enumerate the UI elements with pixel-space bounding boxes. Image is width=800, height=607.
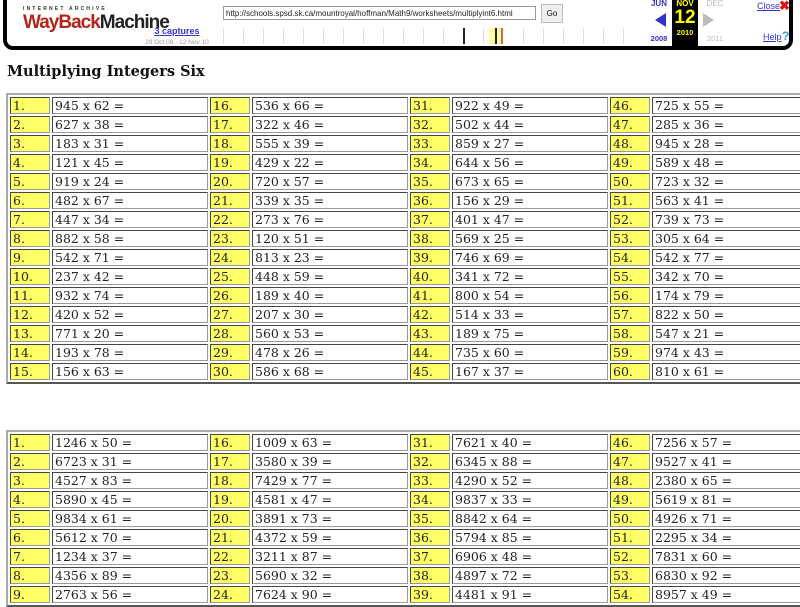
problem-number: 19.	[210, 491, 250, 508]
problem-expression: 174 x 79 =	[652, 287, 800, 304]
problem-expression: 4481 x 91 =	[452, 586, 608, 603]
prev-capture-arrow-icon[interactable]	[655, 13, 666, 27]
table-row	[10, 363, 800, 380]
problem-expression: 4926 x 71 =	[652, 510, 800, 527]
problem-expression: 2295 x 34 =	[652, 529, 800, 546]
problem-expression: 555 x 39 =	[252, 135, 408, 152]
problem-expression: 193 x 78 =	[52, 344, 208, 361]
problem-expression: 725 x 55 =	[652, 97, 800, 114]
problem-expression: 7831 x 60 =	[652, 548, 800, 565]
problem-number: 4.	[10, 491, 50, 508]
problem-number: 17.	[210, 116, 250, 133]
year-tick	[523, 28, 524, 44]
next-year-label: 2011	[706, 34, 724, 43]
table-row	[10, 434, 800, 451]
problem-expression: 9527 x 41 =	[652, 453, 800, 470]
capture-mark	[463, 28, 465, 44]
problem-expression: 4356 x 89 =	[52, 567, 208, 584]
problem-number: 50.	[610, 173, 650, 190]
problem-expression: 6906 x 48 =	[452, 548, 608, 565]
problem-number: 16.	[210, 97, 250, 114]
problem-number: 5.	[10, 173, 50, 190]
year-tick	[403, 28, 404, 44]
problem-number: 36.	[410, 192, 450, 209]
problem-expression: 448 x 59 =	[252, 268, 408, 285]
help-link[interactable]: Help	[763, 32, 782, 42]
problem-expression: 237 x 42 =	[52, 268, 208, 285]
wayback-toolbar	[3, 0, 793, 50]
problem-number: 54.	[610, 249, 650, 266]
problem-number: 18.	[210, 135, 250, 152]
problem-expression: 974 x 43 =	[652, 344, 800, 361]
problem-number: 21.	[210, 529, 250, 546]
problem-number: 10.	[10, 268, 50, 285]
problem-expression: 121 x 45 =	[52, 154, 208, 171]
problem-number: 1.	[10, 97, 50, 114]
year-tick	[483, 28, 484, 44]
problem-expression: 560 x 53 =	[252, 325, 408, 342]
problem-expression: 6830 x 92 =	[652, 567, 800, 584]
problem-expression: 673 x 65 =	[452, 173, 608, 190]
problem-expression: 813 x 23 =	[252, 249, 408, 266]
problem-expression: 3211 x 87 =	[252, 548, 408, 565]
problem-number: 2.	[10, 453, 50, 470]
problem-number: 34.	[410, 154, 450, 171]
problem-number: 38.	[410, 567, 450, 584]
problem-expression: 167 x 37 =	[452, 363, 608, 380]
problem-number: 58.	[610, 325, 650, 342]
logo-wayback: WayBack	[23, 12, 100, 33]
problem-expression: 5794 x 85 =	[452, 529, 608, 546]
table-row	[10, 567, 800, 584]
problem-number: 23.	[210, 230, 250, 247]
table-row	[10, 453, 800, 470]
problem-expression: 429 x 22 =	[252, 154, 408, 171]
table-row	[10, 306, 800, 323]
problem-number: 48.	[610, 135, 650, 152]
problem-expression: 723 x 32 =	[652, 173, 800, 190]
problem-expression: 569 x 25 =	[452, 230, 608, 247]
year-tick	[223, 28, 224, 44]
problem-number: 24.	[210, 249, 250, 266]
problem-number: 40.	[410, 268, 450, 285]
problem-number: 41.	[410, 287, 450, 304]
url-input[interactable]: http://schools.spsd.sk.ca/mountroyal/hoffman/Math9/worksheets/multiplyint6.html	[223, 6, 536, 20]
logo-wayback-machine-text	[23, 12, 169, 33]
problem-expression: 4897 x 72 =	[452, 567, 608, 584]
problem-number: 20.	[210, 510, 250, 527]
capture-sparkline[interactable]	[217, 26, 641, 46]
problem-number: 37.	[410, 548, 450, 565]
year-tick	[323, 28, 324, 44]
problem-number: 35.	[410, 510, 450, 527]
problem-expression: 5890 x 45 =	[52, 491, 208, 508]
worksheet-table-2	[6, 430, 800, 607]
problem-number: 4.	[10, 154, 50, 171]
problem-number: 46.	[610, 434, 650, 451]
problem-expression: 5619 x 81 =	[652, 491, 800, 508]
problem-expression: 746 x 69 =	[452, 249, 608, 266]
problem-number: 15.	[10, 363, 50, 380]
problem-expression: 7256 x 57 =	[652, 434, 800, 451]
problem-expression: 945 x 62 =	[52, 97, 208, 114]
problem-expression: 341 x 72 =	[452, 268, 608, 285]
problem-expression: 420 x 52 =	[52, 306, 208, 323]
problem-expression: 9834 x 61 =	[52, 510, 208, 527]
problem-expression: 771 x 20 =	[52, 325, 208, 342]
year-tick	[303, 28, 304, 44]
problem-number: 9.	[10, 586, 50, 603]
table-row	[10, 135, 800, 152]
problem-expression: 1246 x 50 =	[52, 434, 208, 451]
capture-mark	[495, 28, 497, 44]
problem-number: 7.	[10, 211, 50, 228]
prev-year-link[interactable]: 2008	[650, 34, 668, 43]
problem-number: 33.	[410, 472, 450, 489]
year-tick	[563, 28, 564, 44]
problem-expression: 4581 x 47 =	[252, 491, 408, 508]
problem-number: 46.	[610, 97, 650, 114]
problem-number: 23.	[210, 567, 250, 584]
problem-expression: 305 x 64 =	[652, 230, 800, 247]
problem-number: 5.	[10, 510, 50, 527]
problem-number: 39.	[410, 249, 450, 266]
problem-expression: 542 x 71 =	[52, 249, 208, 266]
problem-number: 47.	[610, 453, 650, 470]
problem-number: 43.	[410, 325, 450, 342]
problem-number: 13.	[10, 325, 50, 342]
year-tick	[283, 28, 284, 44]
problem-expression: 2380 x 65 =	[652, 472, 800, 489]
problem-expression: 810 x 61 =	[652, 363, 800, 380]
problem-number: 51.	[610, 529, 650, 546]
problem-number: 16.	[210, 434, 250, 451]
problem-number: 39.	[410, 586, 450, 603]
problem-number: 14.	[10, 344, 50, 361]
table-row	[10, 325, 800, 342]
problem-expression: 7621 x 40 =	[452, 434, 608, 451]
problem-number: 36.	[410, 529, 450, 546]
problem-number: 49.	[610, 491, 650, 508]
current-month: NOV	[676, 0, 694, 8]
problem-expression: 800 x 54 =	[452, 287, 608, 304]
table-row	[10, 173, 800, 190]
problem-expression: 502 x 44 =	[452, 116, 608, 133]
problem-expression: 4290 x 52 =	[452, 472, 608, 489]
year-tick	[583, 28, 584, 44]
problem-number: 53.	[610, 230, 650, 247]
problem-expression: 4372 x 59 =	[252, 529, 408, 546]
problem-expression: 2763 x 56 =	[52, 586, 208, 603]
problem-expression: 735 x 60 =	[452, 344, 608, 361]
logo-internet-archive-text: INTERNET ARCHIVE	[23, 6, 107, 12]
problem-number: 30.	[210, 363, 250, 380]
problem-expression: 6345 x 88 =	[452, 453, 608, 470]
problem-expression: 8842 x 64 =	[452, 510, 608, 527]
year-tick	[623, 28, 624, 44]
problem-number: 37.	[410, 211, 450, 228]
close-icon[interactable]: ✖	[779, 0, 790, 13]
problem-expression: 339 x 35 =	[252, 192, 408, 209]
problem-expression: 922 x 49 =	[452, 97, 608, 114]
problem-number: 34.	[410, 491, 450, 508]
problem-expression: 586 x 68 =	[252, 363, 408, 380]
problem-expression: 859 x 27 =	[452, 135, 608, 152]
problem-expression: 720 x 57 =	[252, 173, 408, 190]
problem-number: 51.	[610, 192, 650, 209]
table-row	[10, 116, 800, 133]
problem-number: 7.	[10, 548, 50, 565]
problem-expression: 7429 x 77 =	[252, 472, 408, 489]
problem-expression: 478 x 26 =	[252, 344, 408, 361]
worksheet-table-1	[6, 93, 800, 384]
problem-expression: 6723 x 31 =	[52, 453, 208, 470]
problem-expression: 183 x 31 =	[52, 135, 208, 152]
table-row	[10, 287, 800, 304]
problem-number: 1.	[10, 434, 50, 451]
problem-number: 52.	[610, 211, 650, 228]
problem-number: 31.	[410, 97, 450, 114]
problem-number: 57.	[610, 306, 650, 323]
problem-number: 3.	[10, 472, 50, 489]
problem-number: 21.	[210, 192, 250, 209]
problem-expression: 932 x 74 =	[52, 287, 208, 304]
problem-number: 38.	[410, 230, 450, 247]
problem-number: 22.	[210, 211, 250, 228]
problem-expression: 342 x 70 =	[652, 268, 800, 285]
problem-expression: 627 x 38 =	[52, 116, 208, 133]
problem-number: 8.	[10, 230, 50, 247]
problem-number: 20.	[210, 173, 250, 190]
year-tick	[543, 28, 544, 44]
problem-number: 56.	[610, 287, 650, 304]
problem-expression: 4527 x 83 =	[52, 472, 208, 489]
captures-link[interactable]: 3 captures	[154, 26, 200, 36]
problem-number: 44.	[410, 344, 450, 361]
table-row	[10, 97, 800, 114]
problem-number: 48.	[610, 472, 650, 489]
problem-number: 49.	[610, 154, 650, 171]
problem-number: 11.	[10, 287, 50, 304]
problem-number: 53.	[610, 567, 650, 584]
problem-expression: 7624 x 90 =	[252, 586, 408, 603]
problem-expression: 156 x 63 =	[52, 363, 208, 380]
table-row	[10, 154, 800, 171]
problem-expression: 322 x 46 =	[252, 116, 408, 133]
problem-expression: 8957 x 49 =	[652, 586, 800, 603]
problem-expression: 207 x 30 =	[252, 306, 408, 323]
problem-number: 60.	[610, 363, 650, 380]
problem-expression: 1234 x 37 =	[52, 548, 208, 565]
problem-expression: 401 x 47 =	[452, 211, 608, 228]
problem-expression: 547 x 21 =	[652, 325, 800, 342]
problem-number: 17.	[210, 453, 250, 470]
year-tick	[423, 28, 424, 44]
problem-number: 50.	[610, 510, 650, 527]
problem-number: 59.	[610, 344, 650, 361]
current-capture-date	[672, 0, 698, 46]
table-row	[10, 491, 800, 508]
problem-number: 55.	[610, 268, 650, 285]
problem-expression: 482 x 67 =	[52, 192, 208, 209]
problem-number: 6.	[10, 192, 50, 209]
problem-number: 27.	[210, 306, 250, 323]
problem-expression: 1009 x 63 =	[252, 434, 408, 451]
table-row	[10, 344, 800, 361]
problem-expression: 120 x 51 =	[252, 230, 408, 247]
problem-number: 8.	[10, 567, 50, 584]
year-tick	[383, 28, 384, 44]
problem-number: 12.	[10, 306, 50, 323]
year-tick	[443, 28, 444, 44]
year-tick	[363, 28, 364, 44]
next-month-label: DEC	[706, 0, 724, 8]
problem-number: 45.	[410, 363, 450, 380]
problem-expression: 644 x 56 =	[452, 154, 608, 171]
captures-range: 29 Oct 08 - 12 Nov 10	[145, 39, 209, 46]
problem-number: 28.	[210, 325, 250, 342]
problem-expression: 3891 x 73 =	[252, 510, 408, 527]
problem-expression: 9837 x 33 =	[452, 491, 608, 508]
problem-number: 35.	[410, 173, 450, 190]
problem-number: 52.	[610, 548, 650, 565]
problem-number: 31.	[410, 434, 450, 451]
table-row	[10, 192, 800, 209]
problem-expression: 3580 x 39 =	[252, 453, 408, 470]
problem-number: 19.	[210, 154, 250, 171]
problem-expression: 285 x 36 =	[652, 116, 800, 133]
table-row	[10, 211, 800, 228]
problem-expression: 5612 x 70 =	[52, 529, 208, 546]
current-day: 12	[674, 7, 696, 28]
year-tick	[263, 28, 264, 44]
problem-expression: 882 x 58 =	[52, 230, 208, 247]
table-row	[10, 510, 800, 527]
problem-expression: 273 x 76 =	[252, 211, 408, 228]
next-capture-arrow-icon	[703, 13, 714, 27]
problem-number: 22.	[210, 548, 250, 565]
problem-number: 24.	[210, 586, 250, 603]
problem-number: 9.	[10, 249, 50, 266]
problem-number: 6.	[10, 529, 50, 546]
problem-number: 29.	[210, 344, 250, 361]
table-row	[10, 548, 800, 565]
problem-number: 47.	[610, 116, 650, 133]
logo-machine: Machine	[99, 12, 169, 33]
table-row	[10, 472, 800, 489]
prev-month-link[interactable]: JUN	[650, 0, 667, 8]
problem-expression: 542 x 77 =	[652, 249, 800, 266]
table-row	[10, 586, 800, 603]
current-year: 2010	[676, 28, 694, 37]
problem-expression: 563 x 41 =	[652, 192, 800, 209]
problem-expression: 5690 x 32 =	[252, 567, 408, 584]
problem-expression: 156 x 29 =	[452, 192, 608, 209]
problem-expression: 919 x 24 =	[52, 173, 208, 190]
year-tick	[343, 28, 344, 44]
problem-expression: 189 x 75 =	[452, 325, 608, 342]
table-row	[10, 268, 800, 285]
problem-expression: 589 x 48 =	[652, 154, 800, 171]
current-capture-mark	[501, 28, 503, 44]
table-row	[10, 529, 800, 546]
help-icon[interactable]: ?	[782, 29, 790, 43]
problem-expression: 536 x 66 =	[252, 97, 408, 114]
table-row	[10, 249, 800, 266]
year-tick	[243, 28, 244, 44]
problem-number: 25.	[210, 268, 250, 285]
table-row	[10, 230, 800, 247]
problem-number: 18.	[210, 472, 250, 489]
problem-expression: 945 x 28 =	[652, 135, 800, 152]
wayback-logo[interactable]	[23, 6, 169, 33]
close-link[interactable]: Close	[757, 1, 781, 11]
year-tick	[603, 28, 604, 44]
captures-info	[137, 26, 217, 46]
problem-number: 33.	[410, 135, 450, 152]
problem-number: 2.	[10, 116, 50, 133]
problem-number: 32.	[410, 116, 450, 133]
problem-number: 3.	[10, 135, 50, 152]
problem-expression: 514 x 33 =	[452, 306, 608, 323]
page-title: Multiplying Integers Six	[7, 63, 205, 80]
problem-expression: 189 x 40 =	[252, 287, 408, 304]
problem-number: 32.	[410, 453, 450, 470]
problem-number: 42.	[410, 306, 450, 323]
problem-expression: 739 x 73 =	[652, 211, 800, 228]
problem-number: 54.	[610, 586, 650, 603]
problem-expression: 447 x 34 =	[52, 211, 208, 228]
problem-expression: 822 x 50 =	[652, 306, 800, 323]
go-button[interactable]: Go	[541, 4, 563, 23]
problem-number: 26.	[210, 287, 250, 304]
